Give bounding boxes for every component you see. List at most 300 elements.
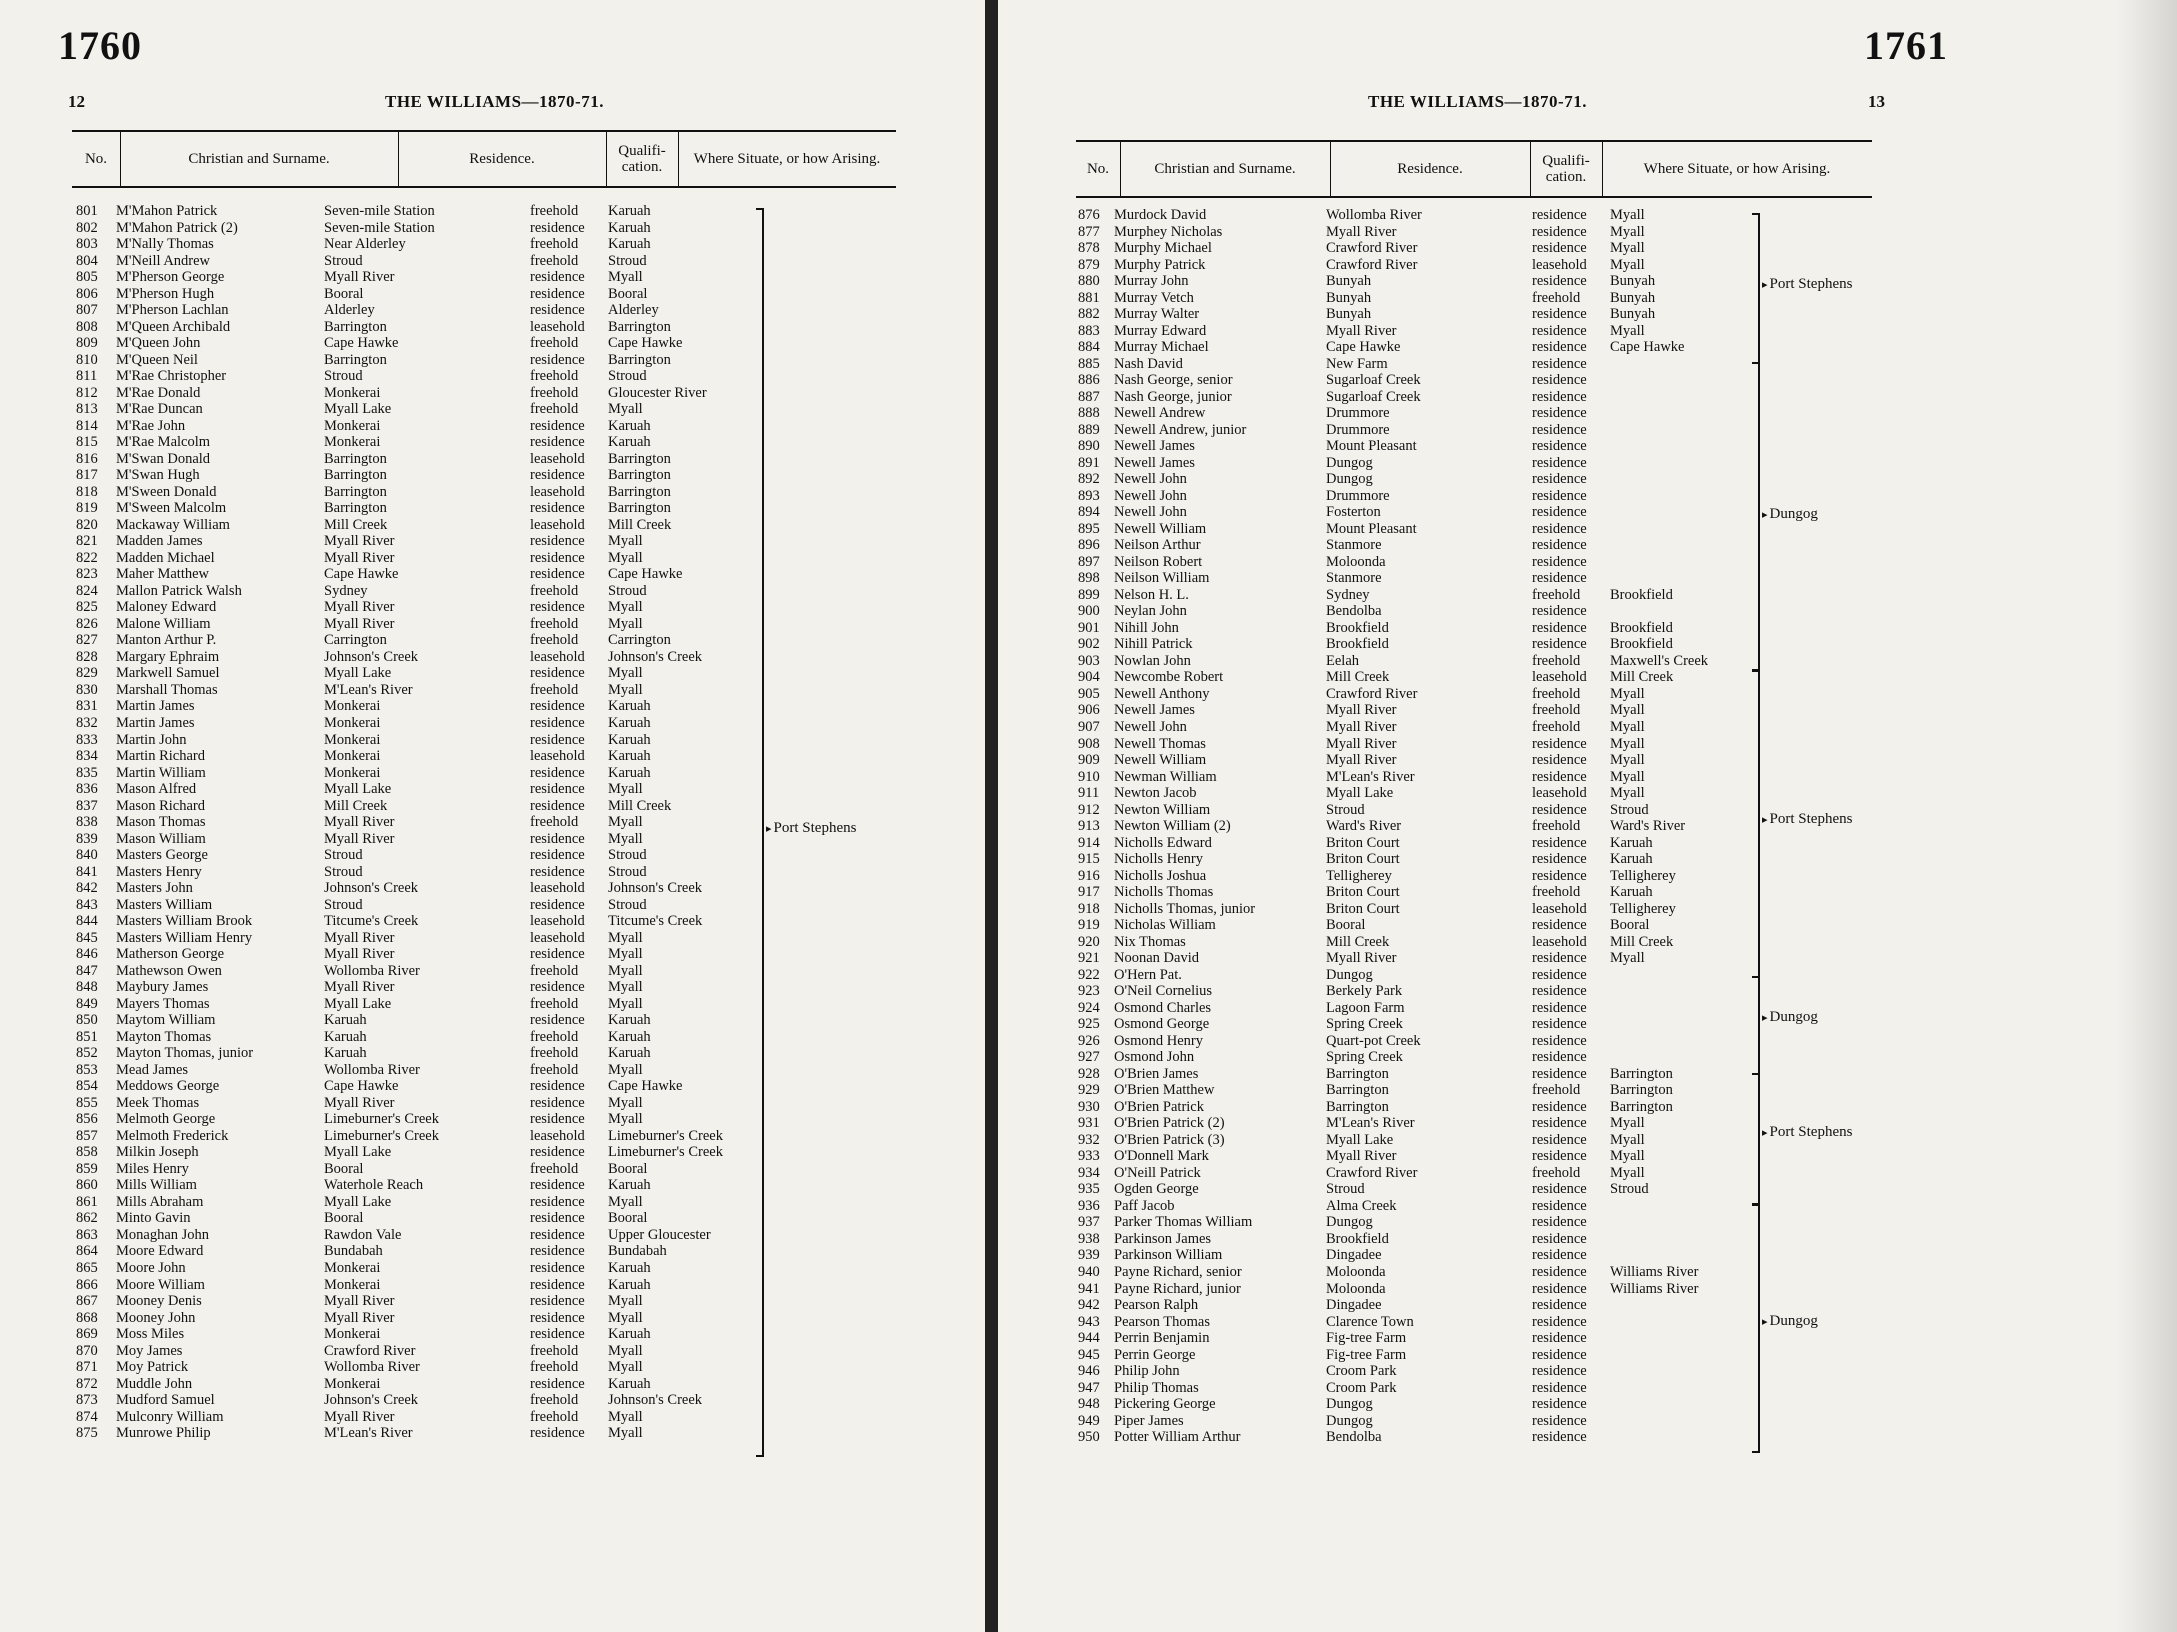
entry-number: 871 xyxy=(76,1359,98,1376)
qualification: leasehold xyxy=(530,450,585,467)
table-row xyxy=(72,1409,772,1426)
qualification: freehold xyxy=(530,252,579,269)
elector-name: Melmoth Frederick xyxy=(116,1127,229,1144)
elector-name: Mayton Thomas, junior xyxy=(116,1045,254,1062)
table-row xyxy=(1076,620,1776,637)
where-situate: Myall xyxy=(608,1111,643,1128)
residence: Stroud xyxy=(324,368,363,385)
residence: New Farm xyxy=(1326,355,1388,372)
elector-name: Potter William Arthur xyxy=(1114,1429,1241,1446)
residence: Bendolba xyxy=(1326,603,1382,620)
residence: Johnson's Creek xyxy=(324,1392,419,1409)
qualification: freehold xyxy=(1532,884,1581,901)
residence: Cape Hawke xyxy=(324,1078,399,1095)
header-where: Where Situate, or how Arising. xyxy=(693,151,881,167)
where-situate: Cape Hawke xyxy=(608,335,683,352)
table-row xyxy=(72,1144,772,1161)
entry-number: 937 xyxy=(1078,1214,1100,1231)
where-situate: Cape Hawke xyxy=(608,1078,683,1095)
elector-name: Newell William xyxy=(1114,752,1207,769)
elector-name: Martin Richard xyxy=(116,748,205,765)
header-residence: Residence. xyxy=(398,132,607,186)
residence: Dungog xyxy=(1326,1396,1373,1413)
elector-name: Moore William xyxy=(116,1276,205,1293)
qualification: residence xyxy=(1532,1297,1587,1314)
elector-name: Masters William Brook xyxy=(116,913,253,930)
qualification: leasehold xyxy=(1532,669,1587,686)
elector-name: M'Pherson George xyxy=(116,269,225,286)
entry-number: 916 xyxy=(1078,867,1100,884)
table-row xyxy=(1076,669,1776,686)
table-row xyxy=(1076,257,1776,274)
entry-number: 866 xyxy=(76,1276,98,1293)
where-situate: Karuah xyxy=(608,219,651,236)
table-row xyxy=(72,1277,772,1294)
page-stamp: 1761 xyxy=(1864,23,1948,68)
entry-number: 876 xyxy=(1078,207,1100,223)
qualification: freehold xyxy=(1532,1164,1581,1181)
qualification: leasehold xyxy=(530,929,585,946)
entry-number: 869 xyxy=(76,1326,98,1343)
where-situate: Myall xyxy=(608,681,643,698)
qualification: residence xyxy=(1532,487,1587,504)
elector-name: Malone William xyxy=(116,615,211,632)
elector-name: Newell James xyxy=(1114,702,1195,719)
qualification: residence xyxy=(1532,735,1587,752)
elector-name: Masters John xyxy=(116,880,193,897)
residence: Mill Creek xyxy=(324,797,388,814)
entry-number: 873 xyxy=(76,1392,98,1409)
entry-number: 947 xyxy=(1078,1379,1100,1396)
table-row xyxy=(72,1111,772,1128)
running-title: THE WILLIAMS—1870-71. xyxy=(385,92,604,111)
entry-number: 830 xyxy=(76,681,98,698)
table-row xyxy=(1076,587,1776,604)
residence: Wollomba River xyxy=(324,1061,420,1078)
table-row xyxy=(72,1128,772,1145)
table-row xyxy=(72,1243,772,1260)
where-situate: Booral xyxy=(608,285,648,302)
table-row xyxy=(1076,537,1776,554)
where-situate: Karuah xyxy=(608,731,651,748)
table-row xyxy=(72,1177,772,1194)
entry-number: 935 xyxy=(1078,1181,1100,1198)
residence: Karuah xyxy=(324,1012,367,1029)
residence: Sydney xyxy=(1326,586,1370,603)
table-row xyxy=(1076,1115,1776,1132)
residence: Barrington xyxy=(324,318,387,335)
table-row xyxy=(1076,240,1776,257)
where-situate: Myall xyxy=(608,269,643,286)
entry-number: 892 xyxy=(1078,471,1100,488)
bracket xyxy=(1752,1204,1760,1453)
table-row xyxy=(72,715,772,732)
qualification: residence xyxy=(530,285,585,302)
entry-number: 890 xyxy=(1078,438,1100,455)
where-situate: Myall xyxy=(1610,685,1645,702)
table-row xyxy=(72,319,772,336)
qualification: residence xyxy=(530,847,585,864)
entry-number: 881 xyxy=(1078,289,1100,306)
table-row xyxy=(1076,1214,1776,1231)
entry-number: 877 xyxy=(1078,223,1100,240)
table-row xyxy=(72,1392,772,1409)
elector-name: Mulconry William xyxy=(116,1408,224,1425)
entry-number: 927 xyxy=(1078,1049,1100,1066)
entry-number: 854 xyxy=(76,1078,98,1095)
elector-name: M'Mahon Patrick xyxy=(116,203,218,219)
entry-number: 844 xyxy=(76,913,98,930)
table-row xyxy=(72,665,772,682)
residence: Dungog xyxy=(1326,966,1373,983)
where-situate: Myall xyxy=(1610,322,1645,339)
table-row xyxy=(1076,1396,1776,1413)
qualification: residence xyxy=(1532,1330,1587,1347)
qualification: freehold xyxy=(530,1061,579,1078)
residence: Mount Pleasant xyxy=(1326,438,1417,455)
entry-number: 864 xyxy=(76,1243,98,1260)
table-row xyxy=(1076,636,1776,653)
residence: Myall River xyxy=(324,269,395,286)
entry-number: 949 xyxy=(1078,1412,1100,1429)
entry-number: 820 xyxy=(76,516,98,533)
residence: Stroud xyxy=(324,252,363,269)
entry-number: 941 xyxy=(1078,1280,1100,1297)
table-row xyxy=(72,368,772,385)
elector-name: Minto Gavin xyxy=(116,1210,191,1227)
elector-name: Martin William xyxy=(116,764,206,781)
qualification: freehold xyxy=(530,1342,579,1359)
qualification: freehold xyxy=(530,236,579,253)
where-situate: Myall xyxy=(608,1061,643,1078)
residence: Barrington xyxy=(324,450,387,467)
table-row xyxy=(72,1078,772,1095)
elector-name: Newcombe Robert xyxy=(1114,669,1224,686)
residence: M'Lean's River xyxy=(1326,1115,1415,1132)
residence: Myall River xyxy=(324,814,395,831)
elector-name: Murdock David xyxy=(1114,207,1207,223)
entry-number: 857 xyxy=(76,1127,98,1144)
table-row xyxy=(72,847,772,864)
where-situate: Karuah xyxy=(608,1012,651,1029)
where-situate: Myall xyxy=(1610,223,1645,240)
elector-name: M'Mahon Patrick (2) xyxy=(116,219,238,236)
table-row xyxy=(1076,488,1776,505)
qualification: residence xyxy=(1532,1098,1587,1115)
entry-number: 909 xyxy=(1078,752,1100,769)
table-row xyxy=(72,599,772,616)
elector-name: Marshall Thomas xyxy=(116,681,218,698)
residence: Eelah xyxy=(1326,652,1360,669)
where-situate: Alderley xyxy=(608,302,659,319)
entry-number: 843 xyxy=(76,896,98,913)
qualification: residence xyxy=(530,1276,585,1293)
elector-name: M'Sween Malcolm xyxy=(116,500,227,517)
where-situate: Ward's River xyxy=(1610,818,1686,835)
elector-name: Newman William xyxy=(1114,768,1217,785)
qualification: residence xyxy=(1532,405,1587,422)
qualification: residence xyxy=(1532,1049,1587,1066)
residence: Briton Court xyxy=(1326,884,1400,901)
elector-name: Mills Abraham xyxy=(116,1193,204,1210)
elector-name: Newell John xyxy=(1114,471,1187,488)
qualification: residence xyxy=(530,781,585,798)
elector-name: Meddows George xyxy=(116,1078,220,1095)
entry-number: 872 xyxy=(76,1375,98,1392)
qualification: residence xyxy=(1532,1032,1587,1049)
table-row xyxy=(1076,438,1776,455)
elector-name: Neylan John xyxy=(1114,603,1187,620)
where-situate: Barrington xyxy=(608,483,671,500)
elector-name: Murray Michael xyxy=(1114,339,1209,356)
entry-number: 899 xyxy=(1078,586,1100,603)
entry-number: 827 xyxy=(76,632,98,649)
entry-number: 929 xyxy=(1078,1082,1100,1099)
column-header xyxy=(1076,140,1872,198)
where-situate: Myall xyxy=(608,1309,643,1326)
table-row xyxy=(1076,835,1776,852)
where-situate: Barrington xyxy=(608,500,671,517)
where-situate: Myall xyxy=(1610,785,1645,802)
entry-number: 817 xyxy=(76,467,98,484)
residence: Booral xyxy=(324,1210,364,1227)
residence: Barrington xyxy=(1326,1082,1389,1099)
table-row xyxy=(1076,1066,1776,1083)
entry-number: 850 xyxy=(76,1012,98,1029)
elector-name: Nash George, junior xyxy=(1114,388,1232,405)
where-situate: Cape Hawke xyxy=(1610,339,1685,356)
residence: Barrington xyxy=(324,483,387,500)
elector-name: Parkinson William xyxy=(1114,1247,1223,1264)
residence: Dungog xyxy=(1326,471,1373,488)
where-situate: Myall xyxy=(608,1193,643,1210)
entry-number: 845 xyxy=(76,929,98,946)
residence: Berkely Park xyxy=(1326,983,1403,1000)
residence: Drummore xyxy=(1326,405,1390,422)
entry-number: 931 xyxy=(1078,1115,1100,1132)
elector-name: Pickering George xyxy=(1114,1396,1216,1413)
entry-number: 900 xyxy=(1078,603,1100,620)
entry-number: 856 xyxy=(76,1111,98,1128)
residence: Briton Court xyxy=(1326,834,1400,851)
where-situate: Brookfield xyxy=(1610,636,1673,653)
qualification: freehold xyxy=(530,1408,579,1425)
elector-name: M'Rae Duncan xyxy=(116,401,203,418)
entry-number: 894 xyxy=(1078,504,1100,521)
elector-name: Martin James xyxy=(116,698,195,715)
elector-name: O'Brien Matthew xyxy=(1114,1082,1215,1099)
elector-name: Murray Edward xyxy=(1114,322,1207,339)
entry-number: 862 xyxy=(76,1210,98,1227)
residence: Crawford River xyxy=(324,1342,416,1359)
bracket-label: ▸ Port Stephens xyxy=(766,820,856,837)
entry-number: 884 xyxy=(1078,339,1100,356)
qualification: residence xyxy=(1532,834,1587,851)
qualification: leasehold xyxy=(530,648,585,665)
elector-name: Nowlan John xyxy=(1114,652,1191,669)
entry-number: 904 xyxy=(1078,669,1100,686)
entry-number: 875 xyxy=(76,1425,98,1442)
qualification: residence xyxy=(530,665,585,682)
entry-number: 950 xyxy=(1078,1429,1100,1446)
entry-number: 932 xyxy=(1078,1131,1100,1148)
where-situate: Myall xyxy=(608,1425,643,1442)
residence: Dungog xyxy=(1326,454,1373,471)
table-row xyxy=(72,913,772,930)
table-row xyxy=(1076,1247,1776,1264)
elector-name: Nicholls Thomas, junior xyxy=(1114,900,1256,917)
entry-number: 948 xyxy=(1078,1396,1100,1413)
entry-number: 943 xyxy=(1078,1313,1100,1330)
residence: Quart-pot Creek xyxy=(1326,1032,1421,1049)
qualification: residence xyxy=(530,1078,585,1095)
residence: Briton Court xyxy=(1326,851,1400,868)
qualification: freehold xyxy=(530,335,579,352)
table-row xyxy=(72,897,772,914)
qualification: residence xyxy=(530,219,585,236)
residence: Myall Lake xyxy=(324,995,392,1012)
qualification: residence xyxy=(530,896,585,913)
elector-name: Newell John xyxy=(1114,487,1187,504)
where-situate: Telligherey xyxy=(1610,900,1676,917)
qualification: residence xyxy=(1532,553,1587,570)
residence: Spring Creek xyxy=(1326,1049,1403,1066)
qualification: residence xyxy=(1532,966,1587,983)
residence: Myall River xyxy=(324,946,395,963)
residence: Monkerai xyxy=(324,731,381,748)
where-situate: Upper Gloucester xyxy=(608,1226,711,1243)
residence: Moloonda xyxy=(1326,553,1386,570)
qualification: freehold xyxy=(530,1045,579,1062)
elector-name: Moore Edward xyxy=(116,1243,204,1260)
where-situate: Stroud xyxy=(608,896,647,913)
residence: Myall River xyxy=(324,533,395,550)
elector-name: Maloney Edward xyxy=(116,599,217,616)
where-situate: Stroud xyxy=(608,252,647,269)
table-row xyxy=(1076,752,1776,769)
where-situate: Stroud xyxy=(608,863,647,880)
entry-number: 913 xyxy=(1078,818,1100,835)
entry-number: 801 xyxy=(76,203,98,219)
entry-number: 885 xyxy=(1078,355,1100,372)
residence: Myall River xyxy=(324,979,395,996)
qualification: residence xyxy=(530,1293,585,1310)
entry-number: 903 xyxy=(1078,652,1100,669)
table-row xyxy=(1076,901,1776,918)
residence: Myall Lake xyxy=(324,401,392,418)
entry-number: 810 xyxy=(76,351,98,368)
table-row xyxy=(72,781,772,798)
residence: Cape Hawke xyxy=(324,566,399,583)
elector-name: Newell Andrew xyxy=(1114,405,1206,422)
qualification: residence xyxy=(1532,768,1587,785)
residence: Sugarloaf Creek xyxy=(1326,388,1421,405)
entry-number: 933 xyxy=(1078,1148,1100,1165)
residence: Myall River xyxy=(324,599,395,616)
qualification: residence xyxy=(530,764,585,781)
qualification: residence xyxy=(1532,207,1587,223)
residence: Mill Creek xyxy=(1326,669,1390,686)
entry-number: 840 xyxy=(76,847,98,864)
table-row xyxy=(72,1062,772,1079)
table-row xyxy=(1076,1380,1776,1397)
entry-number: 861 xyxy=(76,1193,98,1210)
where-situate: Myall xyxy=(1610,1164,1645,1181)
page-edge-shadow xyxy=(2117,0,2177,1632)
elector-name: Martin James xyxy=(116,714,195,731)
residence: Myall River xyxy=(324,615,395,632)
residence: Barrington xyxy=(324,351,387,368)
elector-name: Mason Thomas xyxy=(116,814,206,831)
residence: Bunyah xyxy=(1326,273,1372,290)
where-situate: Karuah xyxy=(608,1028,651,1045)
column-header xyxy=(72,130,896,188)
table-row xyxy=(1076,570,1776,587)
entry-number: 942 xyxy=(1078,1297,1100,1314)
elector-name: Mayton Thomas xyxy=(116,1028,212,1045)
residence: Barrington xyxy=(324,467,387,484)
entry-number: 925 xyxy=(1078,1016,1100,1033)
left-page xyxy=(0,0,993,1632)
elector-name: Nelson H. L. xyxy=(1114,586,1189,603)
where-situate: Brookfield xyxy=(1610,619,1673,636)
table-row xyxy=(1076,1347,1776,1364)
qualification: residence xyxy=(530,1193,585,1210)
table-row xyxy=(72,748,772,765)
elector-name: Newell William xyxy=(1114,520,1207,537)
entry-number: 914 xyxy=(1078,834,1100,851)
qualification: residence xyxy=(1532,504,1587,521)
elector-name: Mason Richard xyxy=(116,797,205,814)
qualification: residence xyxy=(1532,339,1587,356)
elector-name: Parker Thomas William xyxy=(1114,1214,1253,1231)
elector-name: Moss Miles xyxy=(116,1326,185,1343)
entry-number: 905 xyxy=(1078,685,1100,702)
elector-name: Nicholas William xyxy=(1114,917,1216,934)
entry-number: 815 xyxy=(76,434,98,451)
entry-number: 908 xyxy=(1078,735,1100,752)
elector-name: O'Brien Patrick (3) xyxy=(1114,1131,1225,1148)
elector-name: Nihill John xyxy=(1114,619,1179,636)
table-row xyxy=(72,517,772,534)
elector-name: Mallon Patrick Walsh xyxy=(116,582,242,599)
elector-name: Moy James xyxy=(116,1342,183,1359)
residence: Myall Lake xyxy=(324,1144,392,1161)
qualification: residence xyxy=(1532,388,1587,405)
elector-name: Mooney Denis xyxy=(116,1293,202,1310)
entry-number: 805 xyxy=(76,269,98,286)
header-qualification: Qualifi- cation. xyxy=(1530,142,1603,196)
entry-number: 926 xyxy=(1078,1032,1100,1049)
qualification: residence xyxy=(1532,322,1587,339)
elector-name: Martin John xyxy=(116,731,187,748)
entry-number: 912 xyxy=(1078,801,1100,818)
qualification: residence xyxy=(530,1326,585,1343)
entry-number: 849 xyxy=(76,995,98,1012)
entry-number: 891 xyxy=(1078,454,1100,471)
qualification: residence xyxy=(530,549,585,566)
where-situate: Myall xyxy=(608,599,643,616)
residence: Myall River xyxy=(1326,950,1397,967)
elector-name: Muddle John xyxy=(116,1375,193,1392)
residence: Stroud xyxy=(324,896,363,913)
qualification: freehold xyxy=(1532,1082,1581,1099)
table-row xyxy=(1076,405,1776,422)
table-row xyxy=(72,401,772,418)
where-situate: Barrington xyxy=(1610,1082,1673,1099)
residence: Drummore xyxy=(1326,487,1390,504)
elector-name: Newell Anthony xyxy=(1114,685,1210,702)
